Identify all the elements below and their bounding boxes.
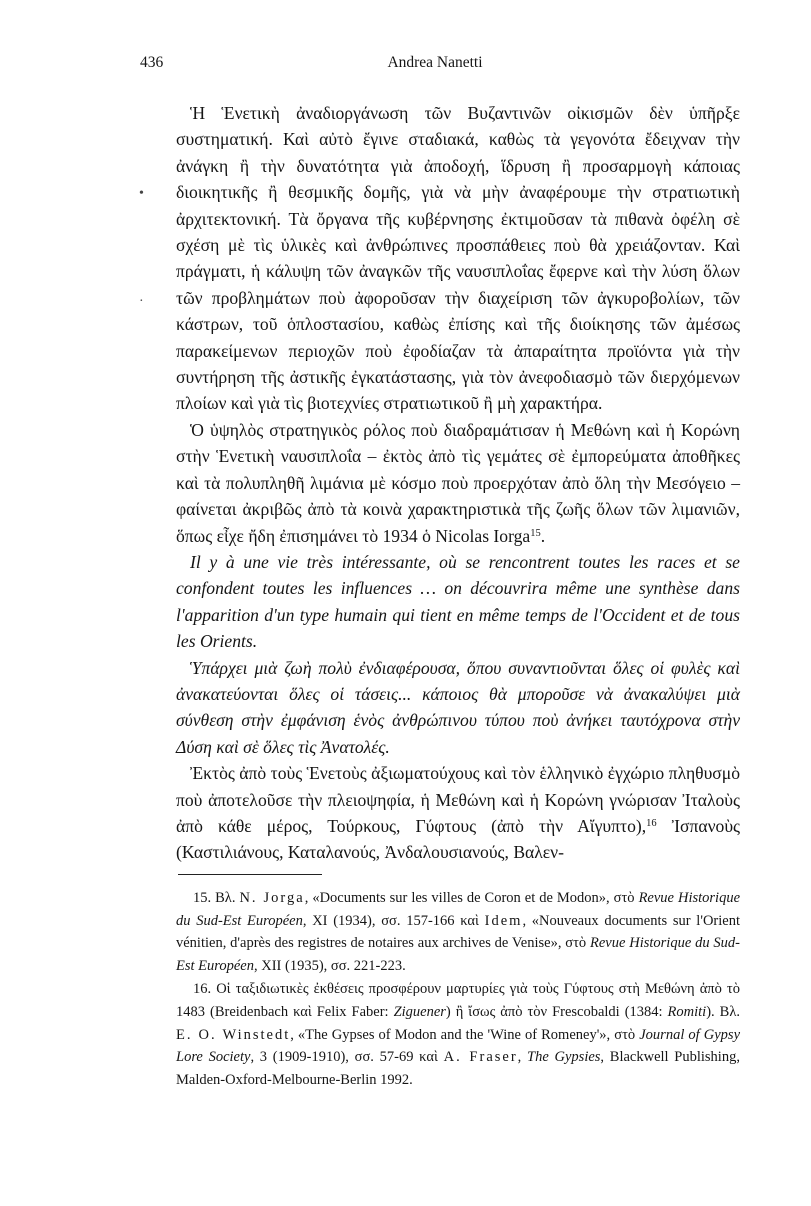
- footnote-text: , «Nouveaux documents sur l'Orient vénitien, d'après des registres de notaires aux archives de Venise», στὸ: [176, 912, 740, 952]
- book-title: The Gypsies: [527, 1049, 601, 1066]
- italic-term: Ziguener: [393, 1003, 446, 1020]
- footnote-number: 15. Βλ.: [193, 890, 240, 906]
- block-quote-greek: Ὑπάρχει μιὰ ζωὴ πολὺ ἐνδιαφέρουσα, ὅπου συναντιοῦνται ὅλες οἱ φυλὲς καὶ ἀνακατεύονται ὅλες οἱ τάσεις... κάποιος θὰ μποροῦσε νὰ ἀνακαλύψει μιὰ σύνθεση στὴν ἐμφάνιση ἑνὸς ἀνθρώπινου τύπου ποὺ ἀνήκει ταυτόχρονα στὴν Δύση καὶ σὲ ὅλες τὶς Ἀνατολές.: [176, 657, 740, 757]
- journal-title: Revue Historique du Sud-Est Européen: [176, 935, 740, 974]
- journal-title: Revue Historique du Sud-Est Européen: [176, 890, 741, 929]
- journal-title: Journal of Gypsy Lore Society: [176, 1026, 740, 1066]
- italic-term: Romiti: [667, 1003, 707, 1020]
- margin-mark: •: [139, 186, 144, 201]
- main-text: [176, 100, 740, 866]
- paragraph: [176, 417, 740, 549]
- footnote-text: ) ἢ ἴσως ἀπὸ τὸν Frescobaldi (1384:: [445, 1003, 668, 1020]
- paragraph-text: Ὁ ὑψηλὸς στρατηγικὸς ρόλος ποὺ διαδραμάτισαν ἡ Μεθώνη καὶ ἡ Κορώνη στὴν Ἑνετικὴ ναυσιπλοΐα – ἐκτὸς ἀπὸ τὶς γεμάτες σὲ ἐμπορεύματα ἀποθῆκες καὶ τὰ πολυπληθῆ λιμάνια μὲ κόσμο ποὺ προερχόταν ἀπὸ ὅλη τὴν Μεσόγειο – φαίνεται ἀκριβῶς ἀπὸ τὰ κοινὰ χαρακτηριστικὰ τῆς ζωῆς ὅλων τῶν λιμανιῶν, ὅπως εἶχε ἤδη ἐπισημάνει τὸ 1934 ὁ Nicolas Iorga: [176, 419, 740, 546]
- footnote-ref[interactable]: 15: [530, 527, 541, 539]
- block-quote-french: Il y à une vie très intéressante, où se rencontrent toutes les races et se confondent toutes les influences … on découvrira même une synthèse dans l'apparition d'un type humain qui tient en même temps de l'Occident et de tous les Orients.: [176, 551, 740, 652]
- author-name: N. Jorga: [239, 890, 305, 906]
- author-name: A. Fraser: [443, 1049, 518, 1066]
- footnote-separator: [178, 874, 322, 875]
- footnote-text: , XI (1934), σσ. 157-166 καὶ: [302, 912, 485, 929]
- running-head: Andrea Nanetti: [387, 54, 483, 71]
- footnote-text: , XII (1935), σσ. 221-223.: [254, 957, 406, 974]
- paragraph: [176, 760, 740, 866]
- footnote-text: , «Documents sur les villes de Coron et de Modon», στὸ: [304, 890, 639, 906]
- footnote-text: , «The Gypses of Modon and the 'Wine of Romeney'», στὸ: [290, 1026, 640, 1043]
- paragraph-text: Ἐκτὸς ἀπὸ τοὺς Ἑνετοὺς ἀξιωματούχους καὶ τὸν ἑλληνικὸ ἐγχώριο πληθυσμὸ ποὺ ἀποτελοῦσε τὴν πλειοψηφία, ἡ Μεθώνη καὶ ἡ Κορώνη γνώρισαν Ἰταλοὺς ἀπὸ κάθε μέρος, Τούρκους, Γύφτους (ἀπὸ τὴν Αἴγυπτο),: [176, 763, 740, 836]
- paragraph: Ἡ Ἑνετικὴ ἀναδιοργάνωση τῶν Βυζαντινῶν οἰκισμῶν δὲν ὑπῆρξε συστηματική. Καὶ αὐτὸ ἔγινε σταδιακά, καθὼς τὰ γεγονότα ἔδειχναν τὴν ἀνάγκη ἢ τὴν δυνατότητα γιὰ ἀποδοχή, ἵδρυση ἢ προσαρμογὴ κάποιας διοικητικῆς ἢ θεσμικῆς δομῆς, γιὰ νὰ μὴν ἀναφέρουμε τὴν στρατιωτικὴ ἀρχιτεκτονική. Τὰ ὄργανα τῆς κυβέρνησης ἐκτιμοῦσαν τὰ πιθανὰ ὀφέλη σὲ σχέση μὲ τὶς ὑλικὲς καὶ ἀνθρώπινες προσπάθειες ποὺ θὰ χρειάζονταν. Καὶ πράγματι, ἡ κάλυψη τῶν ἀναγκῶν τῆς ναυσιπλοΐας ἔφερνε καὶ τὴν λύση ὅλων τῶν προβλημάτων ποὺ ἀφοροῦσαν τὴν διαχείριση τῶν ἀγκυροβολίων, τῶν κάστρων, τοῦ ὁπλοστασίου, καθὼς ἐπίσης καὶ τῆς διοίκησης τῶν ἀμέσως παρακείμενων περιοχῶν ποὺ ἐφοδίαζαν τὰ ἀπαραίτητα προϊόντα γιὰ τὴν συντήρηση τῆς ἀστικῆς ἐγκατάστασης, γιὰ τὸν ἀνεφοδιασμὸ τῶν διερχόμενων πλοίων καὶ γιὰ τὶς βιοτεχνίες στρατιωτικοῦ ἢ μὴ χαρακτήρα.: [176, 103, 740, 414]
- footnotes: [176, 887, 740, 1091]
- footnote-text: ). Βλ.: [706, 1003, 740, 1020]
- footnote-text: 16. Οἱ ταξιδιωτικὲς ἐκθέσεις προσφέρουν μαρτυρίες γιὰ τοὺς Γύφτους στὴ Μεθώνη ἀπὸ τὸ 1483 (Breidenbach καὶ Felix Faber:: [176, 981, 740, 1020]
- page-header: [135, 54, 735, 80]
- footnote-15: [176, 887, 740, 977]
- footnote-text: , Blackwell Publishing, Malden-Oxford-Melbourne-Berlin 1992.: [176, 1049, 740, 1088]
- footnote-text: ,: [517, 1049, 528, 1066]
- footnote-text: , 3 (1909-1910), σσ. 57-69 καὶ: [250, 1049, 444, 1066]
- paragraph-text: Ἰσπανοὺς (Καστιλιάνους, Καταλανούς, Ἀνδαλουσιανούς, Βαλεν-: [176, 815, 740, 863]
- author-name: E. O. Winstedt: [176, 1026, 291, 1043]
- page-number: 436: [140, 54, 164, 71]
- paragraph-text: .: [540, 525, 546, 546]
- margin-mark: ·: [139, 294, 144, 309]
- footnote-16: [176, 978, 740, 1091]
- author-name: Idem: [484, 912, 523, 929]
- footnote-ref[interactable]: 16: [646, 817, 657, 829]
